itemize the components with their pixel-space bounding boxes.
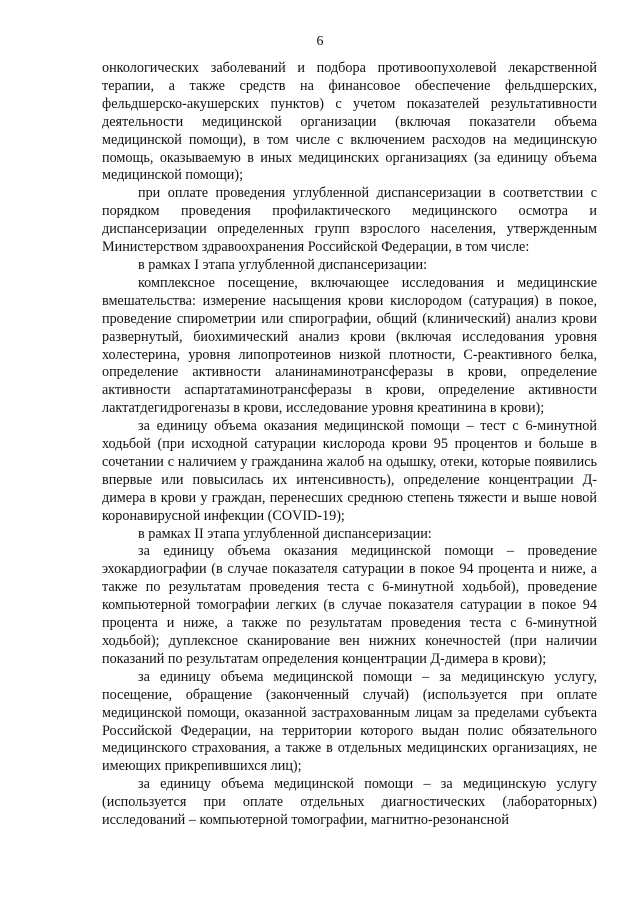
paragraph-deep-dispensary: при оплате проведения углубленной диспансеризации в соответствии с порядком проведения профилактического медицинского осмотра и диспансеризации определенных групп взрослого населения, утвержденным Министерством здравоохранения Российской Федерации, в том числе: — [102, 185, 597, 256]
paragraph-stage-two-heading: в рамках II этапа углубленной диспансеризации: — [138, 525, 432, 542]
paragraph-walk-test: за единицу объема оказания медицинской помощи – тест с 6-минутной ходьбой (при исходной сатурации кислорода крови 95 процентов и больше в сочетании с наличием у гражданина жалоб на одышку, отеки, которые появились впервые или повысилась их интенсивность), определение концентрации Д-димера в крови у граждан, перенесших среднюю степень тяжести и выше новой коронавирусной инфекции (COVID-19); — [102, 418, 597, 524]
document-body — [102, 60, 597, 830]
paragraph-complex-visit: комплексное посещение, включающее исследования и медицинские вмешательства: измерение насыщения крови кислородом (сатурация) в покое, проведение спирометрии или спирографии, общий (клинический) анализ крови развернутый, биохимический анализ крови (включая исследования уровня холестерина, уровня липопротеинов низкой плотности, С-реактивного белка, определение активности аланинаминотрансферазы в крови, определение активности аспартатаминотрансферазы в крови, определение активности лактатдегидрогеназы в крови, исследование уровня креатинина в крови); — [102, 274, 597, 417]
paragraph-continuation: онкологических заболеваний и подбора противоопухолевой лекарственной терапии, а также средств на финансовое обеспечение фельдшерских, фельдшерско-акушерских пунктов) с учетом показателей результативности деятельности медицинской организации (включая показатели объема медицинской помощи), в том числе с включением расходов на медицинскую помощь, оказываемую в иных медицинских организациях (за единицу объема медицинской помощи); — [102, 60, 597, 184]
paragraph-stage-one-heading: в рамках I этапа углубленной диспансеризации: — [138, 256, 428, 273]
paragraph-medical-service: за единицу объема медицинской помощи – за медицинскую услугу, посещение, обращение (законченный случай) (используется при оплате медицинской помощи, оказанной застрахованным лицам за пределами субъекта Российской Федерации, на территории которого выдан полис обязательного медицинского страхования, а также в отдельных медицинских организациях, не имеющих прикрепившихся лиц); — [102, 668, 597, 775]
paragraph-echocardiography: за единицу объема оказания медицинской помощи – проведение эхокардиографии (в случае показателя сатурации в покое 94 процента и ниже, а также по результатам проведения теста с 6-минутной ходьбой), проведение компьютерной томографии легких (в случае показателя сатурации в покое 94 процента и ниже, а также по результатам проведения теста с 6-минутной ходьбой); дуплексное сканирование вен нижних конечностей (при наличии показаний по результатам определения концентрации Д-димера в крови); — [102, 543, 597, 667]
paragraph-diagnostic-tests: за единицу объема медицинской помощи – за медицинскую услугу (используется при оплате отдельных диагностических (лабораторных) исследований – компьютерной томографии, магнитно-резонансной — [102, 776, 597, 829]
page-number: 6 — [316, 34, 324, 49]
